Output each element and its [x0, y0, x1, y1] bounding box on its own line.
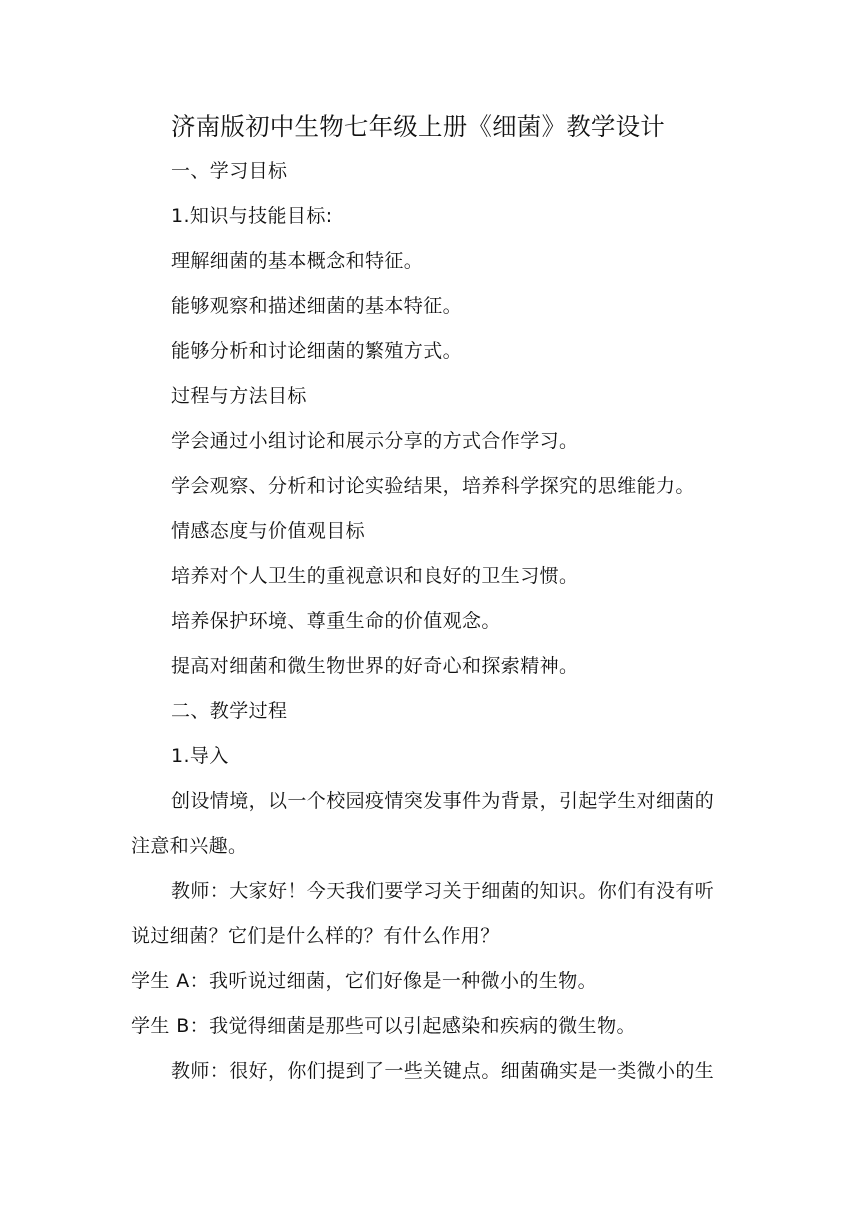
paragraph-line: 创设情境，以一个校园疫情突发事件为背景，引起学生对细菌的: [171, 790, 715, 812]
subheading-attitudes-values: 情感态度与价值观目标: [171, 520, 366, 542]
paragraph-line: 培养保护环境、尊重生命的价值观念。: [171, 610, 501, 632]
dialogue-teacher-line: 教师：大家好！今天我们要学习关于细菌的知识。你们有没有听: [171, 880, 715, 902]
dialogue-student-b-line: 学生 B：我觉得细菌是那些可以引起感染和疾病的微生物。: [131, 1015, 636, 1037]
paragraph-line: 注意和兴趣。: [131, 835, 248, 857]
dialogue-student-a-line: 学生 A：我听说过细菌，它们好像是一种微小的生物。: [131, 970, 598, 992]
section-heading-learning-objectives: 一、学习目标: [171, 160, 288, 182]
paragraph-line: 理解细菌的基本概念和特征。: [171, 250, 424, 272]
paragraph-line: 学会观察、分析和讨论实验结果，培养科学探究的思维能力。: [171, 475, 695, 497]
paragraph-line: 提高对细菌和微生物世界的好奇心和探索精神。: [171, 655, 579, 677]
subheading-process-methods: 过程与方法目标: [171, 385, 307, 407]
dialogue-teacher-line: 说过细菌？它们是什么样的？有什么作用？: [131, 925, 500, 947]
paragraph-line: 学会通过小组讨论和展示分享的方式合作学习。: [171, 430, 579, 452]
dialogue-teacher-line: 教师：很好，你们提到了一些关键点。细菌确实是一类微小的生: [171, 1060, 715, 1082]
page-title: 济南版初中生物七年级上册《细菌》教学设计: [171, 112, 665, 141]
paragraph-line: 培养对个人卫生的重视意识和良好的卫生习惯。: [171, 565, 579, 587]
subheading-knowledge-skills: 1.知识与技能目标:: [171, 205, 333, 227]
paragraph-line: 能够分析和讨论细菌的繁殖方式。: [171, 340, 463, 362]
section-heading-teaching-process: 二、教学过程: [171, 700, 288, 722]
subheading-introduction: 1.导入: [171, 745, 229, 767]
paragraph-line: 能够观察和描述细菌的基本特征。: [171, 295, 463, 317]
